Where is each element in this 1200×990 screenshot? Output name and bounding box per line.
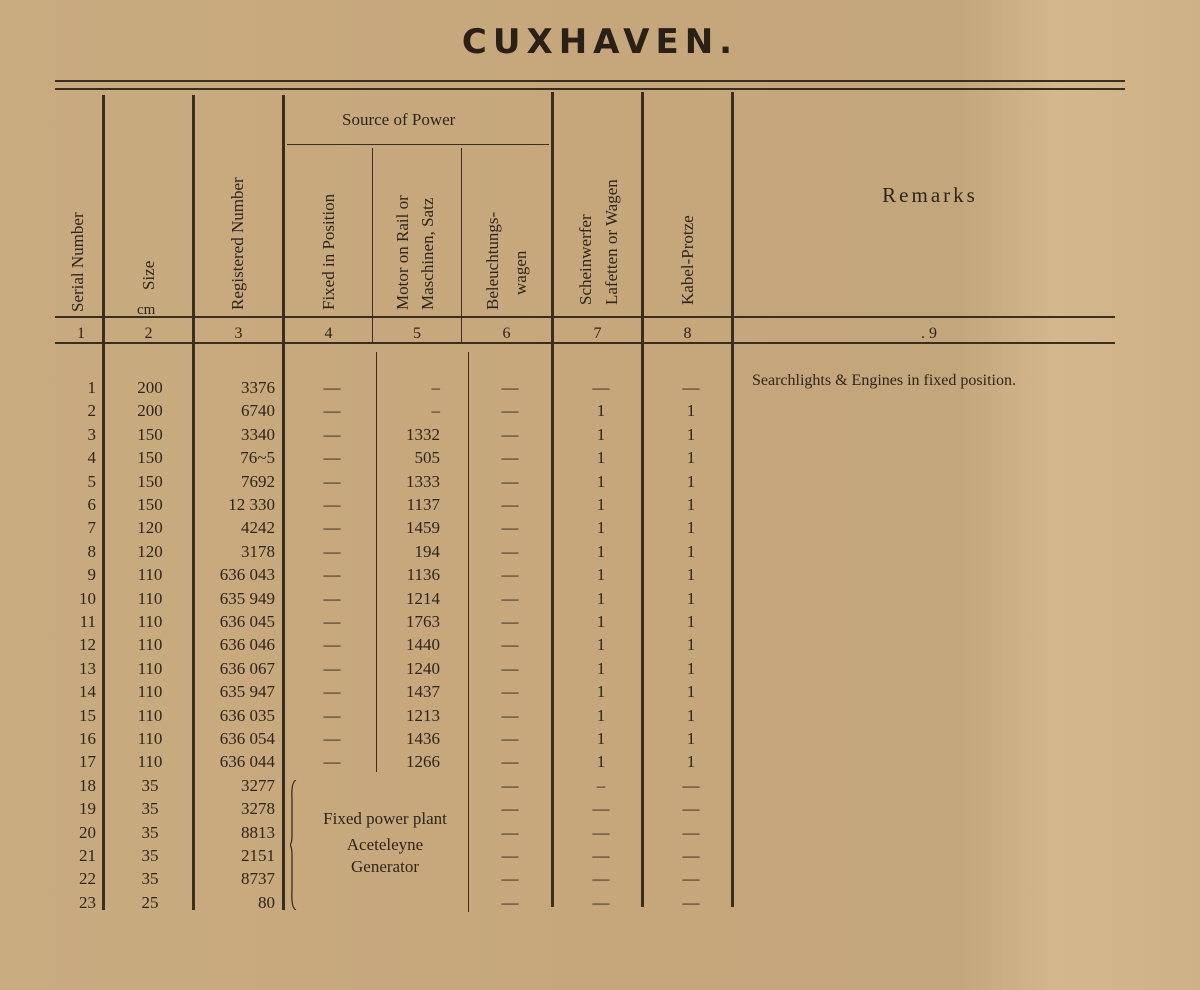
serial-cell: 19 (79, 799, 96, 819)
column-number-4: 4 (324, 325, 333, 342)
registered-number-cell: 635 947 (219, 682, 275, 702)
registered-number-cell: 12 330 (228, 495, 275, 514)
size-cell: 110 (137, 565, 163, 585)
scheinwerfer-cell: — (592, 846, 610, 865)
kabel-protze-cell: 1 (686, 635, 696, 655)
beleuchtungswagen-cell: — (501, 378, 519, 397)
registered-number-cell: 8813 (241, 822, 275, 842)
kabel-protze-cell: — (682, 846, 700, 865)
size-cell: 120 (137, 541, 163, 561)
scheinwerfer-cell: 1 (596, 541, 606, 561)
beleuchtungswagen-cell: — (501, 518, 519, 538)
size-cell: 110 (137, 752, 163, 772)
fixed-in-position-cell: — (323, 612, 341, 631)
registered-number-cell: 6740 (241, 401, 275, 421)
motor-cell: 1332 (406, 424, 440, 444)
kabel-protze-cell: — (682, 822, 700, 842)
beleuchtungswagen-cell: — (501, 892, 519, 912)
size-cell: 25 (141, 892, 159, 912)
fixed-in-position-cell: — (323, 378, 341, 397)
serial-cell: 11 (79, 612, 96, 631)
scheinwerfer-cell: 1 (596, 752, 606, 772)
kabel-protze-cell: — (682, 378, 700, 397)
header-source-of-power: Source of Power (342, 110, 456, 129)
kabel-protze-cell: 1 (686, 518, 696, 538)
registered-number-cell: 636 044 (219, 752, 275, 772)
fixed-in-position-cell: — (323, 401, 341, 421)
size-cell: 150 (137, 495, 163, 514)
size-cell: 110 (137, 612, 163, 631)
serial-cell: 7 (87, 518, 96, 538)
kabel-protze-cell: 1 (686, 565, 696, 585)
size-cell: 200 (137, 401, 163, 421)
col-divider-5 (461, 148, 462, 343)
motor-cell: 1136 (406, 565, 440, 585)
registered-number-cell: 7692 (241, 471, 275, 491)
column-number-2: 2 (144, 325, 153, 342)
kabel-protze-cell: 1 (686, 448, 696, 468)
kabel-protze-cell: 1 (686, 612, 696, 631)
header-size: Size (139, 260, 158, 290)
motor-cell: 1266 (406, 752, 440, 772)
kabel-protze-cell: — (682, 869, 700, 889)
col-divider-6 (551, 92, 554, 907)
scheinwerfer-cell: 1 (596, 424, 606, 444)
beleuchtungswagen-cell: — (501, 869, 519, 889)
motor-cell: 1459 (406, 518, 440, 538)
header-scheinwerfer-line1: Scheinwerfer (576, 214, 595, 305)
scheinwerfer-cell: 1 (596, 448, 606, 468)
kabel-protze-cell: 1 (686, 424, 696, 444)
fixed-in-position-cell: — (323, 588, 341, 608)
size-cell: 200 (137, 378, 163, 397)
kabel-protze-cell: 1 (686, 588, 696, 608)
serial-cell: 23 (79, 892, 96, 912)
serial-cell: 22 (79, 869, 96, 889)
registered-number-cell: 3178 (241, 541, 275, 561)
serial-cell: 14 (79, 682, 96, 702)
serial-cell: 20 (79, 822, 96, 842)
size-cell: 110 (137, 729, 163, 748)
header-motor-line1: Motor on Rail or (393, 195, 412, 310)
size-cell: 35 (141, 775, 159, 795)
serial-cell: 3 (87, 424, 96, 444)
motor-cell: 1763 (406, 612, 440, 631)
header-bottom-rule (55, 316, 1115, 318)
size-cell: 150 (137, 448, 163, 468)
size-cell: 35 (141, 869, 159, 889)
scheinwerfer-cell: 1 (596, 635, 606, 655)
top-rule (55, 80, 1125, 82)
serial-cell: 1 (87, 378, 96, 397)
beleuchtungswagen-cell: — (501, 448, 519, 468)
registered-number-cell: 636 035 (219, 705, 275, 725)
header-beleuchtungs-line1: Beleuchtungs- (483, 211, 502, 310)
serial-cell: 18 (79, 775, 96, 795)
kabel-protze-cell: — (682, 892, 700, 912)
serial-cell: 17 (79, 752, 96, 772)
column-number-7: 7 (593, 325, 602, 342)
size-cell: 110 (137, 588, 163, 608)
scheinwerfer-cell: 1 (596, 588, 606, 608)
serial-cell: 8 (87, 541, 96, 561)
beleuchtungswagen-cell: — (501, 588, 519, 608)
size-cell: 150 (137, 471, 163, 491)
beleuchtungswagen-cell: — (501, 682, 519, 702)
beleuchtungswagen-cell: — (501, 635, 519, 655)
kabel-protze-cell: — (682, 799, 700, 819)
serial-cell: 6 (87, 495, 96, 514)
fixed-in-position-cell: — (323, 635, 341, 655)
size-cell: 150 (137, 424, 163, 444)
beleuchtungswagen-cell: — (501, 471, 519, 491)
merged-note-line-1: Fixed power plant (323, 809, 447, 828)
motor-cell: 1436 (406, 729, 440, 748)
column-number-8: 8 (683, 325, 692, 342)
kabel-protze-cell: 1 (686, 471, 696, 491)
fixed-in-position-cell: — (323, 424, 341, 444)
beleuchtungswagen-cell: — (501, 495, 519, 514)
registered-number-cell: 635 949 (219, 588, 275, 608)
scheinwerfer-cell: — (592, 378, 610, 397)
serial-cell: 5 (87, 471, 96, 491)
kabel-protze-cell: 1 (686, 752, 696, 772)
kabel-protze-cell: 1 (686, 658, 696, 678)
header-remarks: Remarks (882, 183, 978, 207)
source-rule (287, 144, 549, 145)
kabel-protze-cell: 1 (686, 729, 696, 748)
serial-cell: 9 (87, 565, 96, 585)
size-cell: 120 (137, 518, 163, 538)
beleuchtungswagen-cell: — (501, 729, 519, 748)
column-number-1: 1 (77, 325, 85, 342)
serial-cell: 15 (79, 705, 96, 725)
fixed-in-position-cell: — (323, 565, 341, 585)
fixed-in-position-cell: — (323, 448, 341, 468)
motor-cell: 1214 (406, 588, 440, 608)
page-title: CUXHAVEN. (461, 22, 739, 62)
col-divider-1 (102, 95, 105, 910)
size-cell: 110 (137, 705, 163, 725)
registered-number-cell: 2151 (241, 846, 275, 865)
scheinwerfer-cell: — (592, 799, 610, 819)
serial-cell: 21 (79, 846, 96, 865)
motor-cell: 505 (414, 448, 440, 468)
header-scheinwerfer-line2: Lafetten or Wagen (602, 179, 621, 305)
kabel-protze-cell: 1 (686, 401, 696, 421)
registered-number-cell: 636 067 (219, 658, 275, 678)
registered-number-cell: 80 (258, 892, 275, 912)
header-beleuchtungs-line2: wagen (511, 250, 530, 295)
fixed-in-position-cell: — (323, 518, 341, 538)
column-number-9: . 9 (921, 325, 937, 342)
remark-row-1: Searchlights & Engines in fixed position. (752, 372, 1016, 389)
header-serial-number: Serial Number (68, 212, 87, 312)
col-divider-4 (372, 148, 373, 343)
motor-cell: – (431, 378, 440, 397)
scheinwerfer-cell: 1 (596, 612, 606, 631)
motor-cell: 194 (414, 541, 440, 561)
motor-cell: 1440 (406, 635, 440, 655)
col-divider-3 (282, 95, 285, 910)
header-registered-number: Registered Number (228, 177, 247, 310)
motor-cell: 1240 (406, 658, 440, 678)
motor-cell: 1137 (406, 495, 440, 514)
motor-cell: 1437 (406, 682, 440, 702)
scheinwerfer-cell: 1 (596, 565, 606, 585)
serial-cell: 4 (87, 448, 96, 468)
size-cell: 35 (141, 822, 159, 842)
brace-icon (290, 780, 298, 910)
fixed-in-position-cell: — (323, 752, 341, 772)
registered-number-cell: 636 054 (219, 729, 275, 748)
serial-cell: 13 (79, 658, 96, 678)
registered-number-cell: 3277 (241, 775, 275, 795)
registered-number-cell: 636 045 (219, 612, 275, 631)
merged-note (300, 806, 470, 880)
beleuchtungswagen-cell: — (501, 424, 519, 444)
beleuchtungswagen-cell: — (501, 401, 519, 421)
registered-number-cell: 3376 (241, 378, 275, 397)
registered-number-cell: 8737 (241, 869, 275, 889)
fixed-in-position-cell: — (323, 471, 341, 491)
header-size-unit: cm (137, 302, 156, 318)
scheinwerfer-cell: 1 (596, 401, 606, 421)
serial-cell: 16 (79, 729, 96, 748)
registered-number-cell: 636 046 (219, 635, 275, 655)
size-cell: 35 (141, 799, 159, 819)
fixed-in-position-cell: — (323, 705, 341, 725)
registered-number-cell: 3340 (241, 424, 275, 444)
scheinwerfer-cell: — (592, 822, 610, 842)
kabel-protze-cell: 1 (686, 682, 696, 702)
registered-number-cell: 76~5 (240, 448, 275, 468)
scheinwerfer-cell: 1 (596, 658, 606, 678)
beleuchtungswagen-cell: — (501, 541, 519, 561)
scheinwerfer-cell: 1 (596, 518, 606, 538)
fixed-in-position-cell: — (323, 541, 341, 561)
scheinwerfer-cell: 1 (596, 471, 606, 491)
size-cell: 35 (141, 846, 159, 865)
scheinwerfer-cell: 1 (596, 682, 606, 702)
serial-cell: 10 (79, 588, 96, 608)
beleuchtungswagen-cell: — (501, 705, 519, 725)
beleuchtungswagen-cell: — (501, 658, 519, 678)
fixed-in-position-cell: — (323, 729, 341, 748)
scheinwerfer-cell: – (596, 775, 606, 795)
serial-cell: 2 (87, 401, 96, 421)
kabel-protze-cell: 1 (686, 541, 696, 561)
size-cell: 110 (137, 658, 163, 678)
beleuchtungswagen-cell: — (501, 846, 519, 865)
scheinwerfer-cell: 1 (596, 705, 606, 725)
scheinwerfer-cell: — (592, 869, 610, 889)
column-number-5: 5 (413, 325, 421, 342)
kabel-protze-cell: — (682, 775, 700, 795)
beleuchtungswagen-cell: — (501, 775, 519, 795)
beleuchtungswagen-cell: — (501, 799, 519, 819)
registered-number-cell: 4242 (241, 518, 275, 538)
fixed-in-position-cell: — (323, 495, 341, 514)
motor-cell: – (431, 401, 440, 421)
beleuchtungswagen-cell: — (501, 565, 519, 585)
registered-number-cell: 3278 (241, 799, 275, 819)
beleuchtungswagen-cell: — (501, 822, 519, 842)
beleuchtungswagen-cell: — (501, 752, 519, 772)
serial-cell: 12 (79, 635, 96, 655)
size-cell: 110 (137, 682, 163, 702)
column-number-3: 3 (234, 325, 243, 342)
scheinwerfer-cell: 1 (596, 495, 606, 514)
scheinwerfer-cell: — (592, 892, 610, 912)
column-number-6: 6 (502, 325, 511, 342)
kabel-protze-cell: 1 (686, 705, 696, 725)
merged-note-line-3: Generator (351, 857, 419, 876)
size-cell: 110 (137, 635, 163, 655)
header-fixed-in-position: Fixed in Position (319, 193, 338, 310)
header-motor-line2: Maschinen, Satz (418, 197, 437, 310)
fixed-in-position-cell: — (323, 658, 341, 678)
motor-cell: 1213 (406, 705, 440, 725)
fixed-in-position-cell: — (323, 682, 341, 702)
beleuchtungswagen-cell: — (501, 612, 519, 631)
kabel-protze-cell: 1 (686, 495, 696, 514)
merged-note-line-2: Aceteleyne (346, 835, 424, 854)
scheinwerfer-cell: 1 (596, 729, 606, 748)
motor-cell: 1333 (406, 471, 440, 491)
top-rule-2 (55, 88, 1125, 90)
registered-number-cell: 636 043 (219, 565, 275, 585)
header-kabel-protze: Kabel-Protze (678, 215, 697, 305)
col-divider-4b (376, 352, 377, 772)
